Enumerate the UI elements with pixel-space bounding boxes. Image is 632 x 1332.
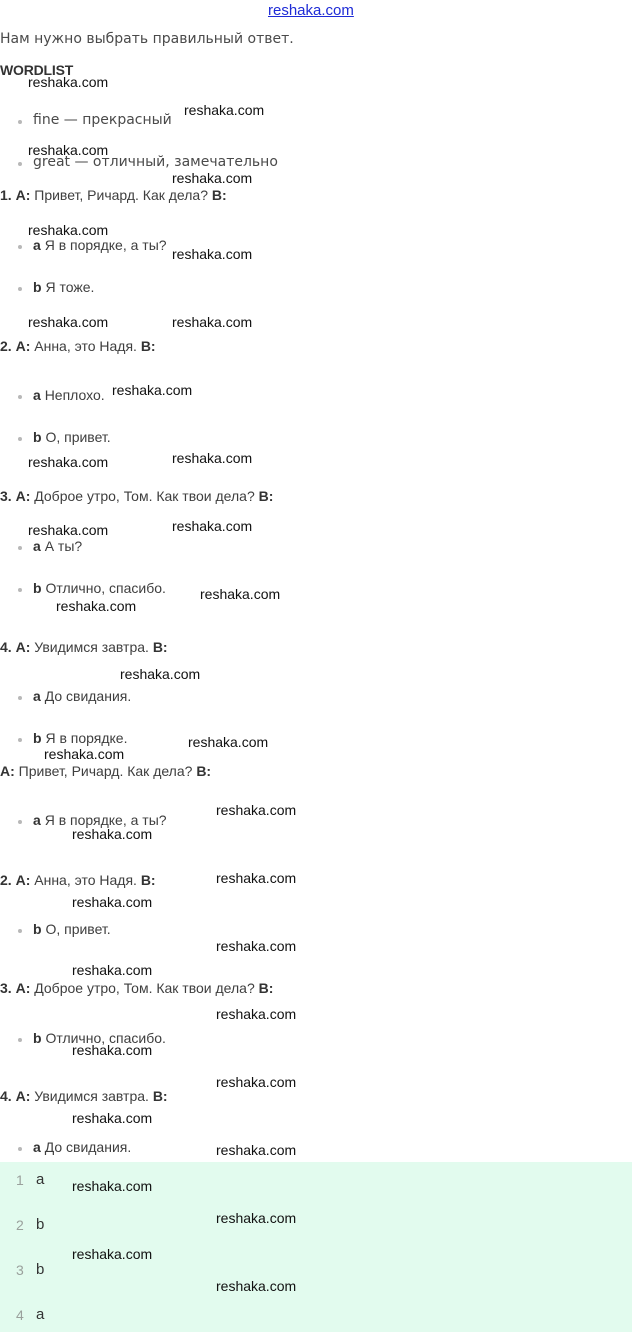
option-item: b О, привет.	[33, 429, 111, 445]
option-item: a Неплохо.	[33, 387, 105, 403]
watermark: reshaka.com	[72, 1246, 153, 1262]
watermark: reshaka.com	[172, 518, 253, 534]
answer-number: 2	[16, 1217, 24, 1233]
watermark: reshaka.com	[216, 1006, 297, 1022]
watermark: reshaka.com	[172, 246, 253, 262]
watermark-top-link[interactable]: reshaka.com	[268, 2, 354, 19]
watermark: reshaka.com	[28, 142, 109, 158]
option-item: a До свидания.	[33, 1139, 132, 1155]
option-item: a А ты?	[33, 538, 83, 554]
watermark: reshaka.com	[72, 826, 153, 842]
intro-text: Нам нужно выбрать правильный ответ.	[0, 31, 294, 47]
watermark: reshaka.com	[172, 170, 253, 186]
answer-value: b	[36, 1261, 45, 1278]
option-item: b Я в порядке.	[33, 730, 128, 746]
answer-value: a	[36, 1171, 45, 1188]
watermark: reshaka.com	[216, 1278, 297, 1294]
watermark: reshaka.com	[72, 1178, 153, 1194]
question-4: 4. A: Увидимся завтра. B:	[0, 639, 168, 655]
answer-number: 4	[16, 1307, 24, 1323]
question-1: 1. A: Привет, Ричард. Как дела? B:	[0, 187, 227, 203]
watermark: reshaka.com	[28, 74, 109, 90]
bullet-icon	[18, 437, 22, 441]
bullet-icon	[18, 929, 22, 933]
bullet-icon	[18, 245, 22, 249]
watermark: reshaka.com	[28, 454, 109, 470]
watermark: reshaka.com	[120, 666, 201, 682]
bullet-icon	[18, 588, 22, 592]
bullet-icon	[18, 1038, 22, 1042]
watermark: reshaka.com	[72, 962, 153, 978]
bullet-icon	[18, 1147, 22, 1151]
watermark: reshaka.com	[184, 102, 265, 118]
answer-question-2: 2. A: Анна, это Надя. B:	[0, 872, 156, 888]
watermark: reshaka.com	[72, 894, 153, 910]
answer-value: b	[36, 1216, 45, 1233]
watermark: reshaka.com	[216, 1142, 297, 1158]
answer-number: 3	[16, 1262, 24, 1278]
watermark: reshaka.com	[216, 870, 297, 886]
watermark: reshaka.com	[216, 1210, 297, 1226]
watermark: reshaka.com	[28, 222, 109, 238]
bullet-icon	[18, 395, 22, 399]
answer-question-4: 4. A: Увидимся завтра. B:	[0, 1088, 168, 1104]
bullet-icon	[18, 546, 22, 550]
watermark: reshaka.com	[44, 746, 125, 762]
answer-question-1: A: Привет, Ричард. Как дела? B:	[0, 763, 212, 779]
answers-block	[0, 1162, 632, 1332]
option-item: b Отлично, спасибо.	[33, 1030, 166, 1046]
bullet-icon	[18, 162, 22, 166]
bullet-icon	[18, 287, 22, 291]
watermark: reshaka.com	[200, 586, 281, 602]
wordlist-item: great — отличный, замечательно	[33, 154, 278, 170]
option-item: b О, привет.	[33, 921, 111, 937]
answer-number: 1	[16, 1172, 24, 1188]
answer-value: a	[36, 1306, 45, 1323]
question-2: 2. A: Анна, это Надя. B:	[0, 338, 156, 354]
watermark: reshaka.com	[72, 1110, 153, 1126]
watermark: reshaka.com	[188, 734, 269, 750]
watermark: reshaka.com	[28, 314, 109, 330]
watermark: reshaka.com	[172, 450, 253, 466]
question-3: 3. A: Доброе утро, Том. Как твои дела? B:	[0, 488, 274, 504]
wordlist-heading: WORDLIST	[0, 62, 74, 78]
watermark: reshaka.com	[216, 938, 297, 954]
option-item: a До свидания.	[33, 688, 132, 704]
option-item: a Я в порядке, а ты?	[33, 237, 167, 253]
answer-question-3: 3. A: Доброе утро, Том. Как твои дела? B:	[0, 980, 274, 996]
watermark: reshaka.com	[28, 522, 109, 538]
option-item: b Отлично, спасибо.	[33, 580, 166, 596]
watermark: reshaka.com	[72, 1042, 153, 1058]
watermark: reshaka.com	[112, 382, 193, 398]
watermark: reshaka.com	[216, 802, 297, 818]
watermark: reshaka.com	[56, 598, 137, 614]
bullet-icon	[18, 820, 22, 824]
option-item: b Я тоже.	[33, 279, 95, 295]
bullet-icon	[18, 696, 22, 700]
wordlist-item: fine — прекрасный	[33, 112, 172, 128]
watermark: reshaka.com	[216, 1074, 297, 1090]
bullet-icon	[18, 738, 22, 742]
option-item: a Я в порядке, а ты?	[33, 812, 167, 828]
bullet-icon	[18, 120, 22, 124]
watermark: reshaka.com	[172, 314, 253, 330]
